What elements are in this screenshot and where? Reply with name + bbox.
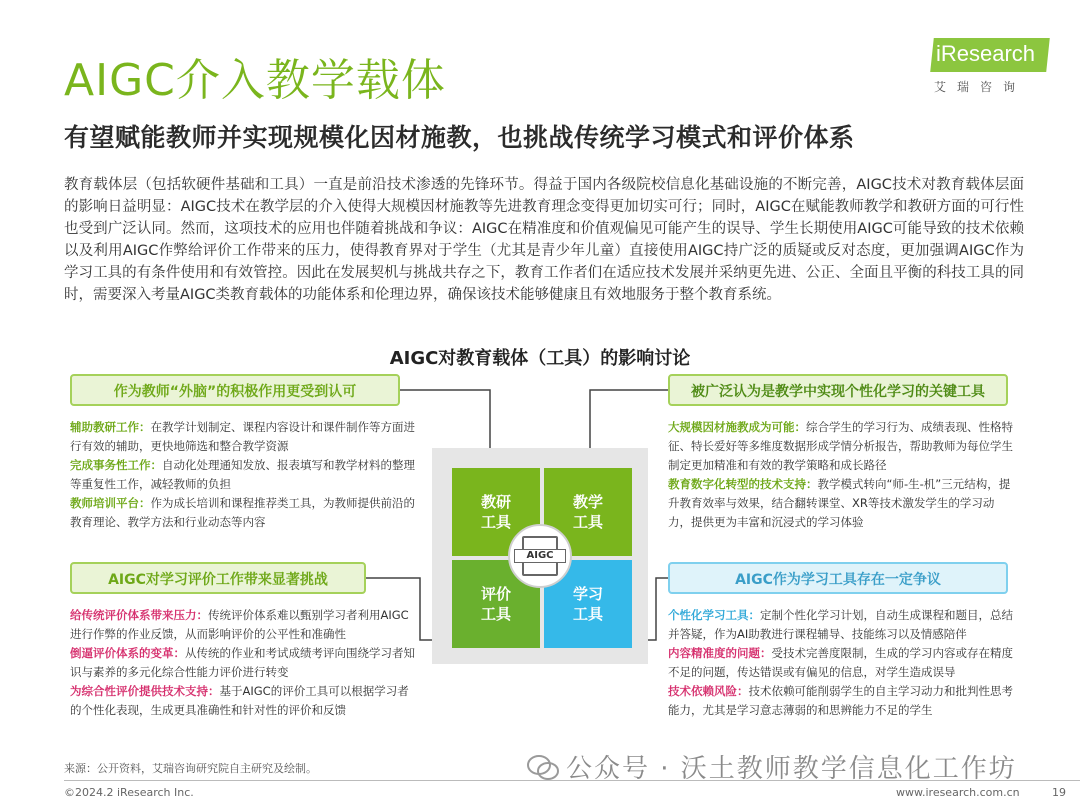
watermark-text: 公众号 · 沃土教师教学信息化工作坊 <box>566 754 1017 784</box>
list-item: 为综合性评价提供技术支持：基于AIGC的评价工具可以根据学习者的个性化表现，生成更具准确性和针对性的评价和反馈 <box>70 684 409 717</box>
panel-learning-tool-controversy <box>668 606 1013 720</box>
logo-cn-text: 艾瑞咨询 <box>934 80 1027 94</box>
panel-evaluation-challenge <box>70 606 415 720</box>
quadrant-teaching-tool: 教学工具 <box>544 468 632 556</box>
diagram-title: AIGC对教育载体（工具）的影响讨论 <box>389 348 691 369</box>
panel-header-evaluation-challenge: AIGC对学习评价工作带来显著挑战 <box>70 562 366 594</box>
panel-personalized-learning <box>668 418 1013 532</box>
wechat-icon <box>526 754 560 782</box>
panel-header-learning-tool-controversy: AIGC作为学习工具存在一定争议 <box>668 562 1008 594</box>
intro-paragraph: 教育载体层（包括软硬件基础和工具）一直是前沿技术渗透的先锋环节。得益于国内各级院校信息化基础设施的不断完善，AIGC技术对教育载体层面的影响日益明显：AIGC技术在教学层的介入使得大规模因材施教等先进教育理念变得更加切实可行；同时，AIGC在赋能教师教学和教研方面的可行性也受到广泛认同。然而，这项技术的应用也伴随着挑战和争议：AIGC在精准度和价值观偏见可能产生的误导、学生长期使用AIGC可能导致的技术依赖以及利用AIGC作弊给评价工作带来的压力，使得教育界对于学生（尤其是青少年儿童）直接使用AIGC持广泛的质疑或反对态度，更加强调AIGC作为学习工具的有条件使用和有效管控。因此在发展契机与挑战共存之下，教育工作者们在适应技术发展并采纳更先进、公正、全面且平衡的科技工具的同时，需要深入考量AIGC类教育载体的功能体系和伦理边界，确保该技术能够健康且有效地服务于整个教育系统。 <box>64 177 1024 303</box>
copyright: ©2024.2 iResearch Inc. <box>64 786 194 799</box>
panel-teacher-brain <box>70 418 415 532</box>
list-item: 技术依赖风险：技术依赖可能削弱学生的自主学习动力和批判性思考能力，尤其是学习意志薄弱的和思辨能力不足的学生 <box>668 684 1013 717</box>
aigc-center-label: AIGC <box>514 549 566 563</box>
quadrant-research-tool: 教研工具 <box>452 468 540 556</box>
source-note: 来源：公开资料，艾瑞咨询研究院自主研究及绘制。 <box>64 762 317 775</box>
list-item: 个性化学习工具：定制个性化学习计划，自动生成课程和题目，总结并答疑，作为AI助教进行课程辅导、技能练习以及情感陪伴 <box>668 608 1013 641</box>
panel-header-teacher-brain: 作为教师“外脑”的积极作用更受到认可 <box>70 374 400 406</box>
list-item: 辅助教研工作：在教学计划制定、课程内容设计和课件制作等方面进行有效的辅助，更快地筛选和整合教学资源 <box>70 420 415 453</box>
list-item: 倒逼评价体系的变革：从传统的作业和考试成绩考评向围绕学习者知识与素养的多元化综合性能力评价进行转变 <box>70 646 415 679</box>
list-item: 内容精准度的问题：受技术完善度限制，生成的学习内容或存在精度不足的问题，传达错误或有偏见的信息，对学生造成误导 <box>668 646 1013 679</box>
website-url: www.iresearch.com.cn <box>896 786 1020 799</box>
list-item: 教师培训平台：作为成长培训和课程推荐类工具，为教师提供前沿的教育理论、教学方法和行业动态等内容 <box>70 496 415 529</box>
logo-brand-text: iResearch <box>936 41 1036 66</box>
quadrant-evaluation-tool: 评价工具 <box>452 560 540 648</box>
page-title: AIGC介入教学载体 <box>64 55 446 106</box>
page-subtitle: 有望赋能教师并实现规模化因材施教，也挑战传统学习模式和评价体系 <box>64 123 855 152</box>
list-item: 教育数字化转型的技术支持：教学模式转向“师-生-机”三元结构，提升教育效率与效果，结合翻转课堂、XR等技术激发学生的学习动力，提供更为丰富和沉浸式的学习体验 <box>668 477 1011 529</box>
list-item: 完成事务性工作：自动化处理通知发放、报表填写和教学材料的整理等重复性工作，减轻教师的负担 <box>70 458 415 491</box>
quadrant-learning-tool: 学习工具 <box>544 560 632 648</box>
panel-header-personalized-learning: 被广泛认为是教学中实现个性化学习的关键工具 <box>668 374 1008 406</box>
list-item: 给传统评价体系带来压力：传统评价体系难以甄别学习者利用AIGC进行作弊的作业反馈，从而影响评价的公平性和准确性 <box>70 608 409 641</box>
list-item: 大规模因材施教成为可能：综合学生的学习行为、成绩表现、性格特征、特长爱好等多维度数据形成学情分析报告，帮助教师为每位学生制定更加精准和有效的教学策略和成长路径 <box>668 420 1013 472</box>
page-number: 19 <box>1052 786 1066 799</box>
